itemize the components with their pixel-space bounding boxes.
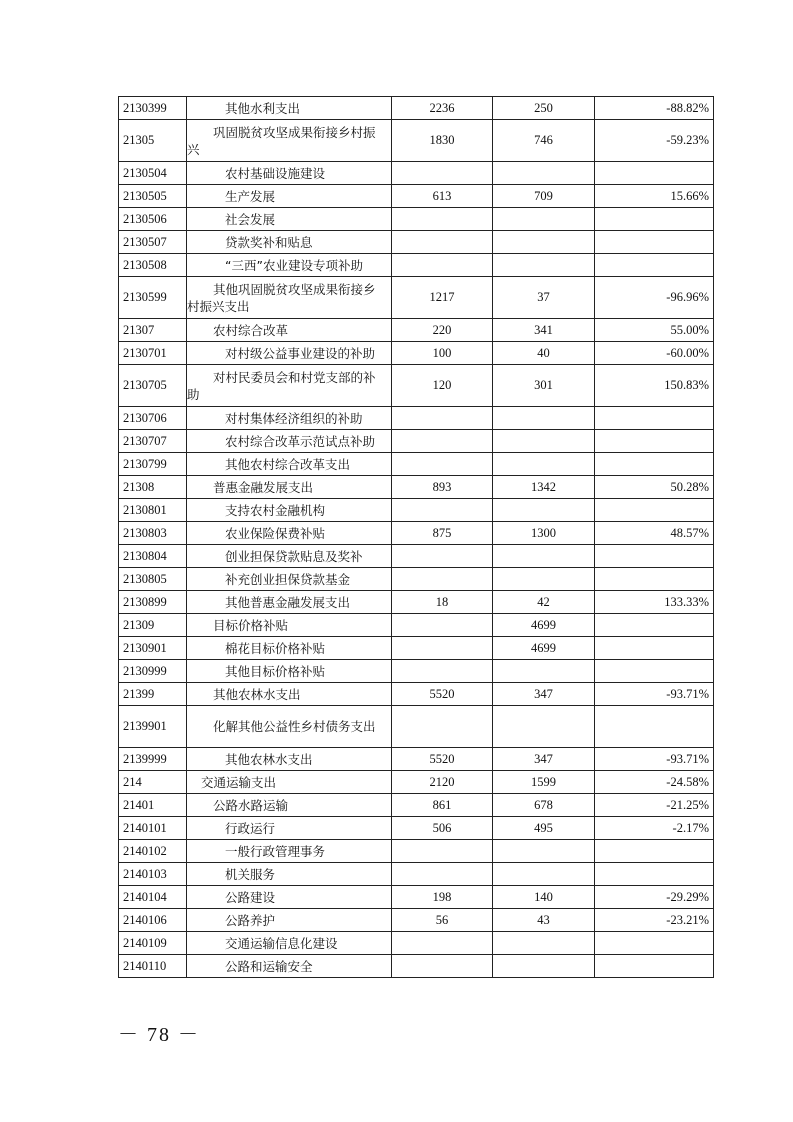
cell-change-percent: -23.21% xyxy=(595,909,714,932)
table-row xyxy=(119,365,714,407)
cell-current-value: 1599 xyxy=(493,771,595,794)
cell-change-percent: 15.66% xyxy=(595,185,714,208)
cell-current-value xyxy=(493,545,595,568)
table-row xyxy=(119,660,714,683)
cell-name: 普惠金融发展支出 xyxy=(187,476,392,499)
cell-code: 2130705 xyxy=(119,365,187,407)
page-number: － 78 － xyxy=(118,1024,200,1046)
cell-name: 社会发展 xyxy=(187,208,392,231)
table-row xyxy=(119,591,714,614)
table-row xyxy=(119,637,714,660)
cell-name: 公路和运输安全 xyxy=(187,955,392,978)
table-row xyxy=(119,430,714,453)
cell-prior-value: 5520 xyxy=(392,748,493,771)
cell-code: 2139901 xyxy=(119,706,187,748)
cell-name: 巩固脱贫攻坚成果衔接乡村振兴 xyxy=(187,120,392,162)
table-row xyxy=(119,545,714,568)
table-row xyxy=(119,840,714,863)
cell-change-percent xyxy=(595,254,714,277)
cell-prior-value: 893 xyxy=(392,476,493,499)
cell-change-percent: -93.71% xyxy=(595,748,714,771)
cell-current-value: 37 xyxy=(493,277,595,319)
cell-prior-value: 2236 xyxy=(392,97,493,120)
cell-current-value xyxy=(493,660,595,683)
cell-change-percent: 133.33% xyxy=(595,591,714,614)
cell-code: 2130508 xyxy=(119,254,187,277)
cell-name: 对村集体经济组织的补助 xyxy=(187,407,392,430)
table-row xyxy=(119,231,714,254)
cell-prior-value: 220 xyxy=(392,319,493,342)
cell-name: 农村基础设施建设 xyxy=(187,162,392,185)
cell-name: 交通运输支出 xyxy=(187,771,392,794)
cell-code: 2130707 xyxy=(119,430,187,453)
cell-name: 其他农村综合改革支出 xyxy=(187,453,392,476)
table-row xyxy=(119,748,714,771)
cell-change-percent: -88.82% xyxy=(595,97,714,120)
cell-change-percent: 48.57% xyxy=(595,522,714,545)
cell-name: 对村级公益事业建设的补助 xyxy=(187,342,392,365)
cell-name: 补充创业担保贷款基金 xyxy=(187,568,392,591)
cell-prior-value: 1217 xyxy=(392,277,493,319)
cell-change-percent xyxy=(595,637,714,660)
cell-prior-value xyxy=(392,545,493,568)
cell-change-percent xyxy=(595,430,714,453)
table-row xyxy=(119,886,714,909)
cell-name: 贷款奖补和贴息 xyxy=(187,231,392,254)
cell-name: 目标价格补贴 xyxy=(187,614,392,637)
cell-prior-value xyxy=(392,932,493,955)
cell-code: 2130799 xyxy=(119,453,187,476)
cell-change-percent xyxy=(595,499,714,522)
cell-change-percent xyxy=(595,407,714,430)
cell-prior-value xyxy=(392,637,493,660)
table-row xyxy=(119,955,714,978)
table-row xyxy=(119,476,714,499)
cell-current-value: 40 xyxy=(493,342,595,365)
cell-prior-value: 875 xyxy=(392,522,493,545)
cell-name: 生产发展 xyxy=(187,185,392,208)
cell-current-value: 1342 xyxy=(493,476,595,499)
cell-name: 其他目标价格补贴 xyxy=(187,660,392,683)
cell-current-value xyxy=(493,162,595,185)
cell-code: 2130504 xyxy=(119,162,187,185)
cell-prior-value: 100 xyxy=(392,342,493,365)
cell-current-value xyxy=(493,499,595,522)
cell-current-value xyxy=(493,955,595,978)
table-row xyxy=(119,771,714,794)
cell-prior-value xyxy=(392,840,493,863)
cell-current-value: 341 xyxy=(493,319,595,342)
cell-change-percent: 55.00% xyxy=(595,319,714,342)
cell-prior-value: 198 xyxy=(392,886,493,909)
table-row xyxy=(119,909,714,932)
cell-code: 2140110 xyxy=(119,955,187,978)
cell-name: 农村综合改革示范试点补助 xyxy=(187,430,392,453)
table-row xyxy=(119,254,714,277)
cell-prior-value xyxy=(392,254,493,277)
cell-name: 机关服务 xyxy=(187,863,392,886)
cell-code: 2130706 xyxy=(119,407,187,430)
table-row xyxy=(119,453,714,476)
cell-current-value: 347 xyxy=(493,683,595,706)
cell-code: 2140102 xyxy=(119,840,187,863)
table-row xyxy=(119,794,714,817)
cell-change-percent xyxy=(595,568,714,591)
cell-change-percent: -93.71% xyxy=(595,683,714,706)
cell-change-percent: -29.29% xyxy=(595,886,714,909)
cell-prior-value: 120 xyxy=(392,365,493,407)
cell-code: 2130899 xyxy=(119,591,187,614)
cell-prior-value xyxy=(392,706,493,748)
table-row xyxy=(119,614,714,637)
cell-current-value xyxy=(493,254,595,277)
cell-name: 农村综合改革 xyxy=(187,319,392,342)
cell-name: 对村民委员会和村党支部的补助 xyxy=(187,365,392,407)
cell-name: “三西”农业建设专项补助 xyxy=(187,254,392,277)
cell-prior-value xyxy=(392,407,493,430)
cell-current-value xyxy=(493,407,595,430)
cell-current-value: 678 xyxy=(493,794,595,817)
cell-current-value: 347 xyxy=(493,748,595,771)
cell-name: 公路养护 xyxy=(187,909,392,932)
cell-code: 2130506 xyxy=(119,208,187,231)
cell-current-value xyxy=(493,453,595,476)
table-row xyxy=(119,319,714,342)
cell-code: 21307 xyxy=(119,319,187,342)
cell-name: 农业保险保费补贴 xyxy=(187,522,392,545)
table-row xyxy=(119,120,714,162)
cell-name: 其他农林水支出 xyxy=(187,683,392,706)
cell-current-value xyxy=(493,208,595,231)
cell-current-value: 4699 xyxy=(493,637,595,660)
cell-code: 2130803 xyxy=(119,522,187,545)
table-row xyxy=(119,817,714,840)
cell-code: 21305 xyxy=(119,120,187,162)
table-row xyxy=(119,342,714,365)
cell-change-percent xyxy=(595,453,714,476)
cell-prior-value xyxy=(392,231,493,254)
table-row xyxy=(119,208,714,231)
cell-code: 2130801 xyxy=(119,499,187,522)
cell-name: 其他水利支出 xyxy=(187,97,392,120)
cell-code: 2140101 xyxy=(119,817,187,840)
cell-change-percent xyxy=(595,660,714,683)
table-row xyxy=(119,277,714,319)
cell-code: 2140104 xyxy=(119,886,187,909)
cell-prior-value xyxy=(392,499,493,522)
cell-code: 21309 xyxy=(119,614,187,637)
cell-change-percent: -96.96% xyxy=(595,277,714,319)
table-row xyxy=(119,97,714,120)
cell-prior-value: 861 xyxy=(392,794,493,817)
cell-code: 214 xyxy=(119,771,187,794)
cell-prior-value: 1830 xyxy=(392,120,493,162)
cell-code: 21308 xyxy=(119,476,187,499)
cell-name: 其他巩固脱贫攻坚成果衔接乡村振兴支出 xyxy=(187,277,392,319)
cell-prior-value: 5520 xyxy=(392,683,493,706)
cell-prior-value xyxy=(392,614,493,637)
table-row xyxy=(119,863,714,886)
cell-code: 21401 xyxy=(119,794,187,817)
cell-change-percent xyxy=(595,208,714,231)
cell-prior-value xyxy=(392,568,493,591)
cell-code: 2140109 xyxy=(119,932,187,955)
cell-current-value: 709 xyxy=(493,185,595,208)
cell-code: 2130901 xyxy=(119,637,187,660)
cell-code: 21399 xyxy=(119,683,187,706)
table-row xyxy=(119,407,714,430)
cell-code: 2130399 xyxy=(119,97,187,120)
cell-change-percent xyxy=(595,840,714,863)
cell-code: 2130805 xyxy=(119,568,187,591)
cell-name: 创业担保贷款贴息及奖补 xyxy=(187,545,392,568)
cell-current-value: 42 xyxy=(493,591,595,614)
cell-current-value xyxy=(493,840,595,863)
cell-prior-value: 2120 xyxy=(392,771,493,794)
cell-change-percent: -24.58% xyxy=(595,771,714,794)
cell-prior-value xyxy=(392,208,493,231)
table-row xyxy=(119,162,714,185)
cell-current-value xyxy=(493,932,595,955)
cell-name: 公路建设 xyxy=(187,886,392,909)
cell-change-percent: -2.17% xyxy=(595,817,714,840)
cell-prior-value xyxy=(392,162,493,185)
cell-current-value: 140 xyxy=(493,886,595,909)
cell-code: 2140103 xyxy=(119,863,187,886)
cell-change-percent xyxy=(595,614,714,637)
cell-current-value: 43 xyxy=(493,909,595,932)
cell-change-percent: 150.83% xyxy=(595,365,714,407)
cell-name: 其他普惠金融发展支出 xyxy=(187,591,392,614)
cell-name: 其他农林水支出 xyxy=(187,748,392,771)
cell-current-value: 746 xyxy=(493,120,595,162)
cell-code: 2130599 xyxy=(119,277,187,319)
table-row xyxy=(119,706,714,748)
cell-prior-value xyxy=(392,430,493,453)
cell-prior-value: 18 xyxy=(392,591,493,614)
cell-code: 2130701 xyxy=(119,342,187,365)
cell-prior-value: 56 xyxy=(392,909,493,932)
cell-name: 公路水路运输 xyxy=(187,794,392,817)
cell-prior-value: 506 xyxy=(392,817,493,840)
cell-name: 一般行政管理事务 xyxy=(187,840,392,863)
cell-code: 2130505 xyxy=(119,185,187,208)
cell-current-value xyxy=(493,706,595,748)
cell-current-value: 4699 xyxy=(493,614,595,637)
cell-code: 2140106 xyxy=(119,909,187,932)
cell-prior-value xyxy=(392,863,493,886)
cell-change-percent xyxy=(595,863,714,886)
cell-change-percent xyxy=(595,231,714,254)
cell-code: 2130507 xyxy=(119,231,187,254)
cell-change-percent xyxy=(595,162,714,185)
cell-code: 2139999 xyxy=(119,748,187,771)
cell-current-value xyxy=(493,231,595,254)
table-row xyxy=(119,568,714,591)
cell-current-value: 1300 xyxy=(493,522,595,545)
cell-prior-value xyxy=(392,453,493,476)
budget-table xyxy=(118,96,714,978)
cell-prior-value: 613 xyxy=(392,185,493,208)
cell-prior-value xyxy=(392,955,493,978)
cell-change-percent xyxy=(595,545,714,568)
cell-current-value: 301 xyxy=(493,365,595,407)
cell-name: 行政运行 xyxy=(187,817,392,840)
cell-code: 2130999 xyxy=(119,660,187,683)
cell-current-value xyxy=(493,430,595,453)
cell-current-value: 495 xyxy=(493,817,595,840)
cell-name: 支持农村金融机构 xyxy=(187,499,392,522)
budget-table-body xyxy=(119,97,714,978)
table-row xyxy=(119,185,714,208)
cell-current-value xyxy=(493,568,595,591)
cell-change-percent: -21.25% xyxy=(595,794,714,817)
cell-code: 2130804 xyxy=(119,545,187,568)
cell-change-percent xyxy=(595,955,714,978)
cell-prior-value xyxy=(392,660,493,683)
cell-current-value: 250 xyxy=(493,97,595,120)
cell-change-percent: -59.23% xyxy=(595,120,714,162)
table-row xyxy=(119,499,714,522)
table-row xyxy=(119,683,714,706)
cell-current-value xyxy=(493,863,595,886)
cell-name: 棉花目标价格补贴 xyxy=(187,637,392,660)
table-row xyxy=(119,932,714,955)
table-row xyxy=(119,522,714,545)
cell-change-percent: -60.00% xyxy=(595,342,714,365)
cell-name: 交通运输信息化建设 xyxy=(187,932,392,955)
cell-change-percent: 50.28% xyxy=(595,476,714,499)
cell-change-percent xyxy=(595,706,714,748)
cell-name: 化解其他公益性乡村债务支出 xyxy=(187,706,392,748)
cell-change-percent xyxy=(595,932,714,955)
